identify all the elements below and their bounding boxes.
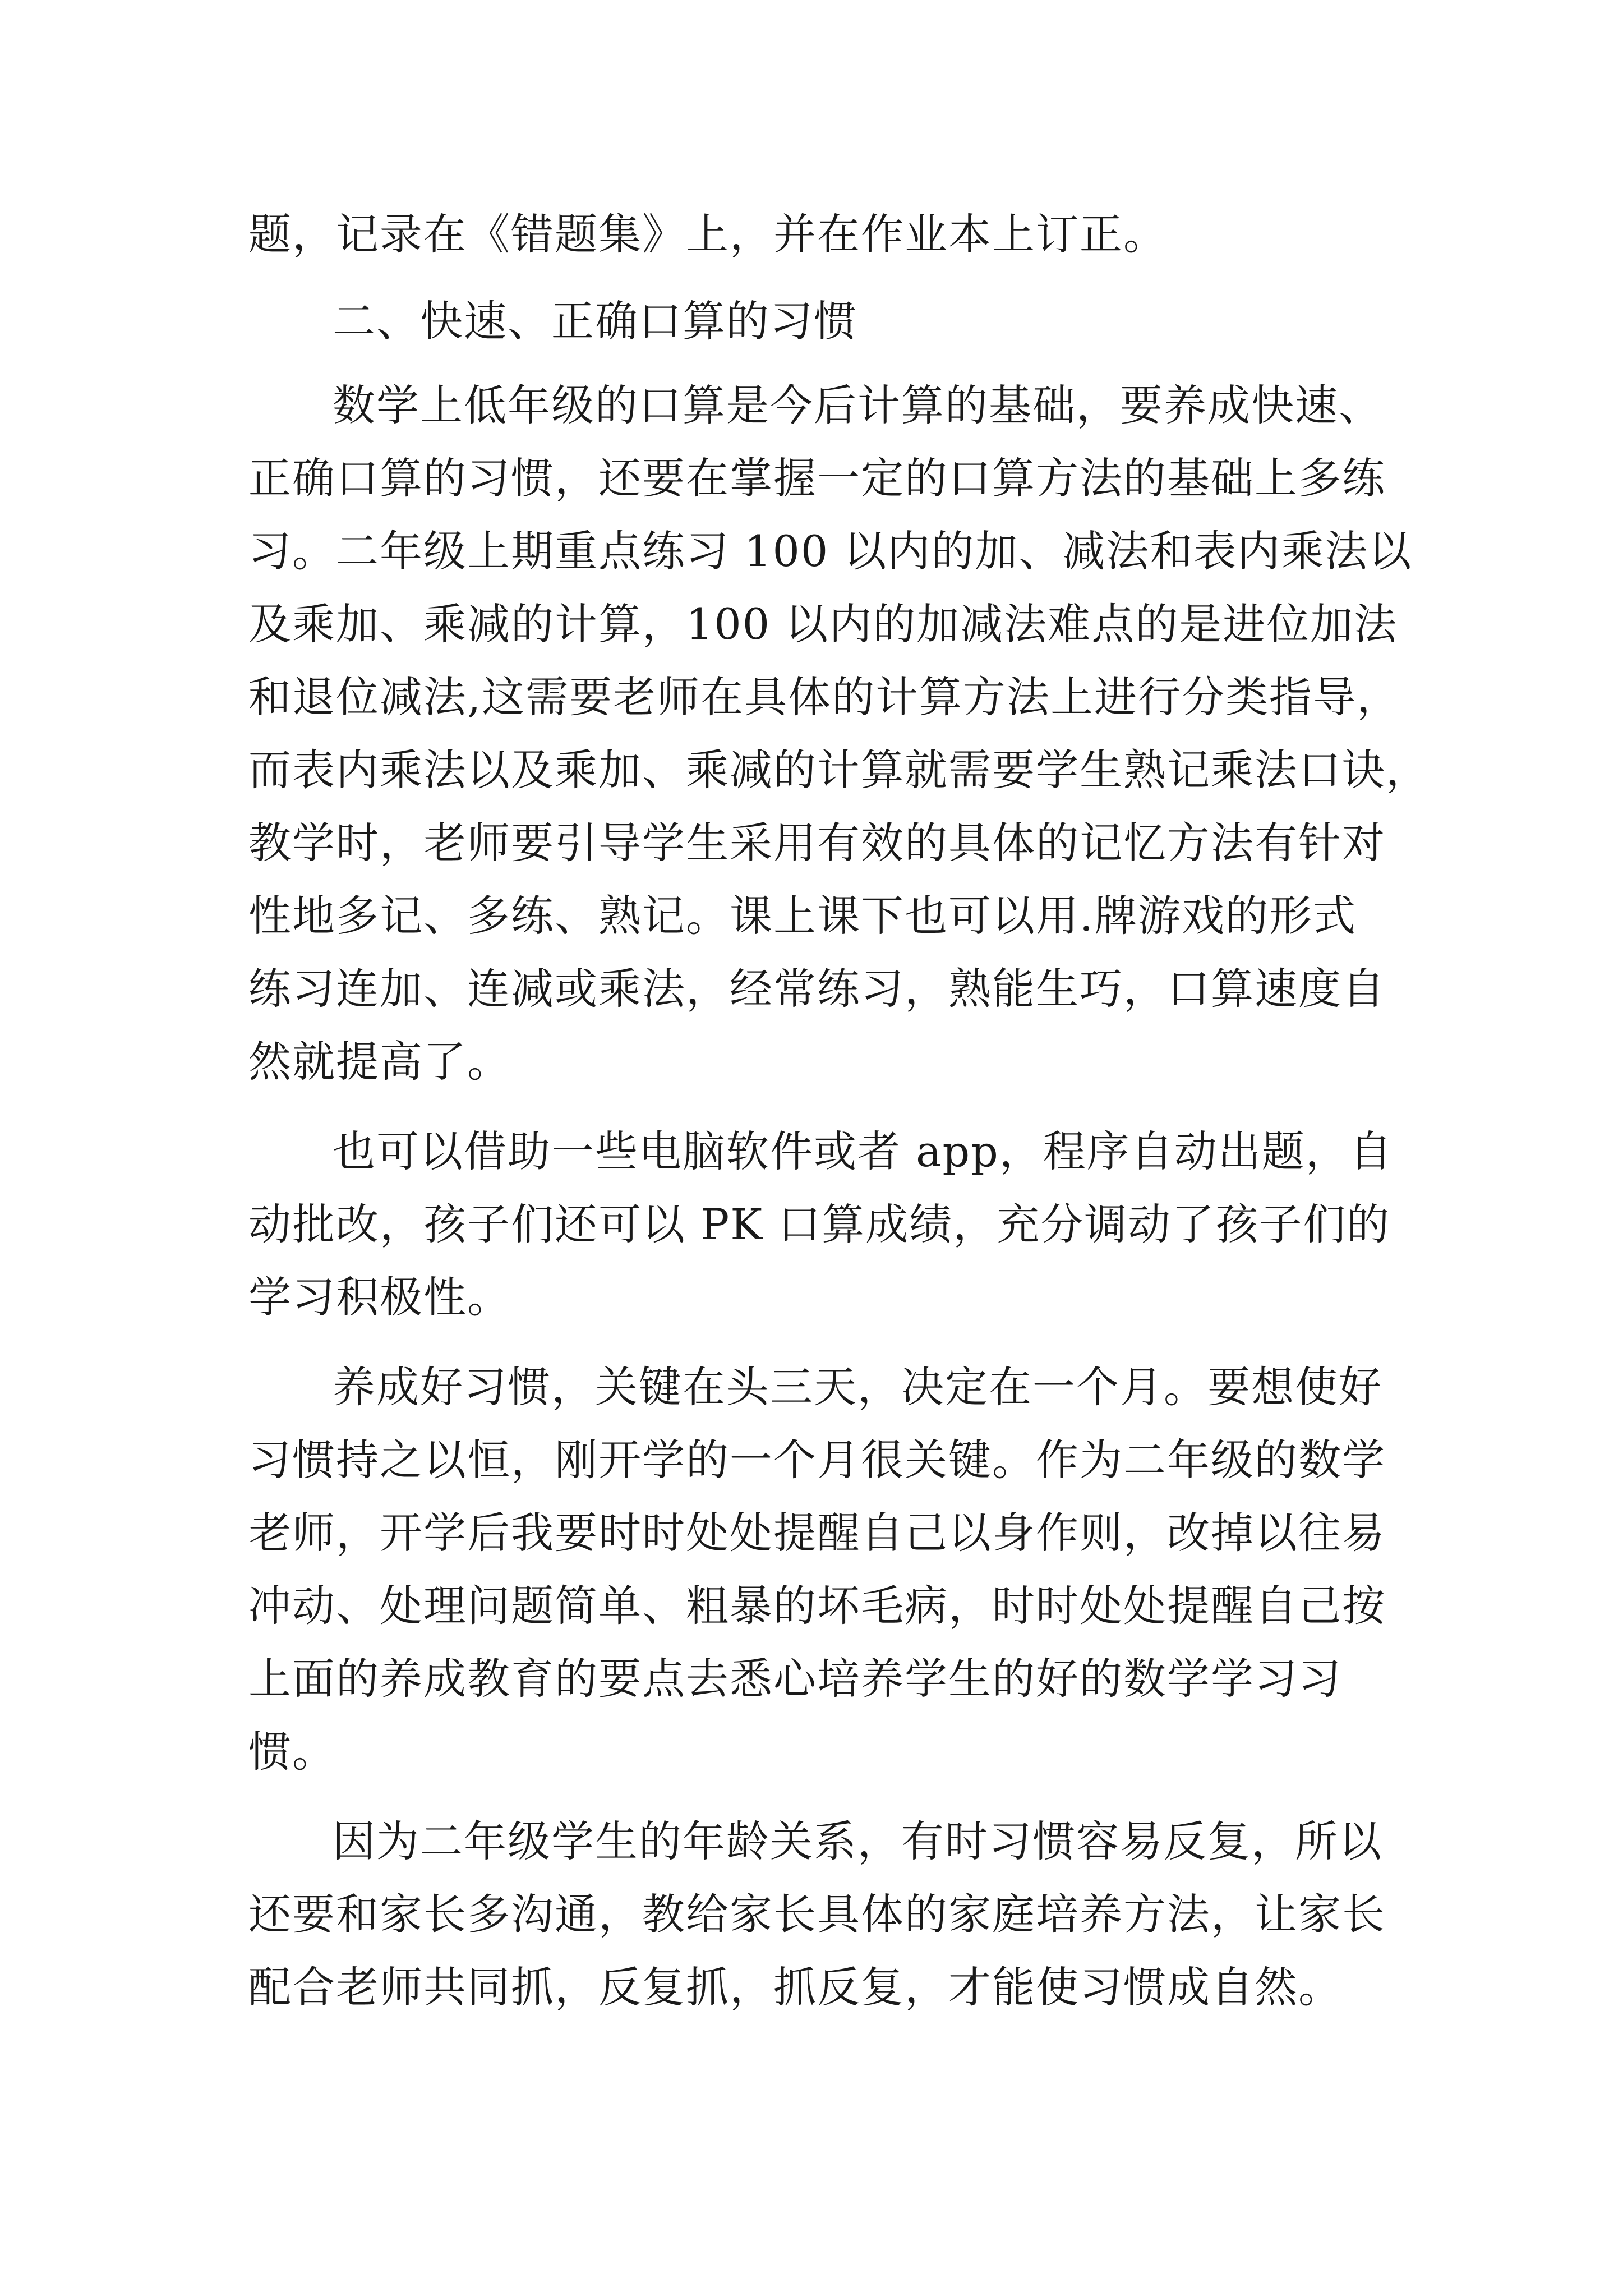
text-line: 和退位减法,这需要老师在具体的计算方法上进行分类指导， bbox=[248, 672, 1401, 722]
text-line: 习。二年级上期重点练习 100 以内的加、减法和表内乘法以 bbox=[248, 526, 1413, 576]
text-line: 老师，开学后我要时时处处提醒自己以身作则，改掉以往易 bbox=[248, 1508, 1386, 1558]
text-line: 而表内乘法以及乘加、乘减的计算就需要学生熟记乘法口诀， bbox=[248, 745, 1430, 795]
text-line: 性地多记、多练、熟记。课上课下也可以用.牌游戏的形式 bbox=[248, 891, 1357, 941]
text-line: 然就提高了。 bbox=[248, 1037, 511, 1087]
section-heading: 二、快速、正确口算的习惯 bbox=[333, 296, 857, 346]
text-line: 题，记录在《错题集》上，并在作业本上订正。 bbox=[248, 209, 1167, 259]
text-line: 动批改，孩子们还可以 PK 口算成绩，充分调动了孩子们的 bbox=[248, 1199, 1391, 1249]
text-line: 惯。 bbox=[248, 1727, 336, 1777]
text-line: 冲动、处理问题简单、粗暴的坏毛病，时时处处提醒自己按 bbox=[248, 1581, 1386, 1631]
text-line: 教学时，老师要引导学生采用有效的具体的记忆方法有针对 bbox=[248, 818, 1386, 868]
text-line: 还要和家长多沟通，教给家长具体的家庭培养方法，让家长 bbox=[248, 1889, 1386, 1939]
text-line: 学习积极性。 bbox=[248, 1272, 511, 1322]
text-line: 习惯持之以恒，刚开学的一个月很关键。作为二年级的数学 bbox=[248, 1435, 1386, 1485]
text-line: 因为二年级学生的年龄关系，有时习惯容易反复，所以 bbox=[333, 1816, 1382, 1866]
text-line: 养成好习惯，关键在头三天，决定在一个月。要想使好 bbox=[333, 1362, 1382, 1412]
text-line: 配合老师共同抓，反复抓，抓反复，才能使习惯成自然。 bbox=[248, 1962, 1342, 2012]
text-line: 数学上低年级的口算是今后计算的基础，要养成快速、 bbox=[333, 380, 1382, 430]
text-line: 也可以借助一些电脑软件或者 app，程序自动出题，自 bbox=[333, 1126, 1393, 1176]
text-line: 练习连加、连减或乘法，经常练习，熟能生巧，口算速度自 bbox=[248, 964, 1386, 1014]
text-line: 正确口算的习惯，还要在掌握一定的口算方法的基础上多练 bbox=[248, 453, 1386, 503]
text-line: 及乘加、乘减的计算，100 以内的加减法难点的是进位加法 bbox=[248, 599, 1398, 649]
text-line: 上面的养成教育的要点去悉心培养学生的好的数学学习习 bbox=[248, 1654, 1342, 1704]
